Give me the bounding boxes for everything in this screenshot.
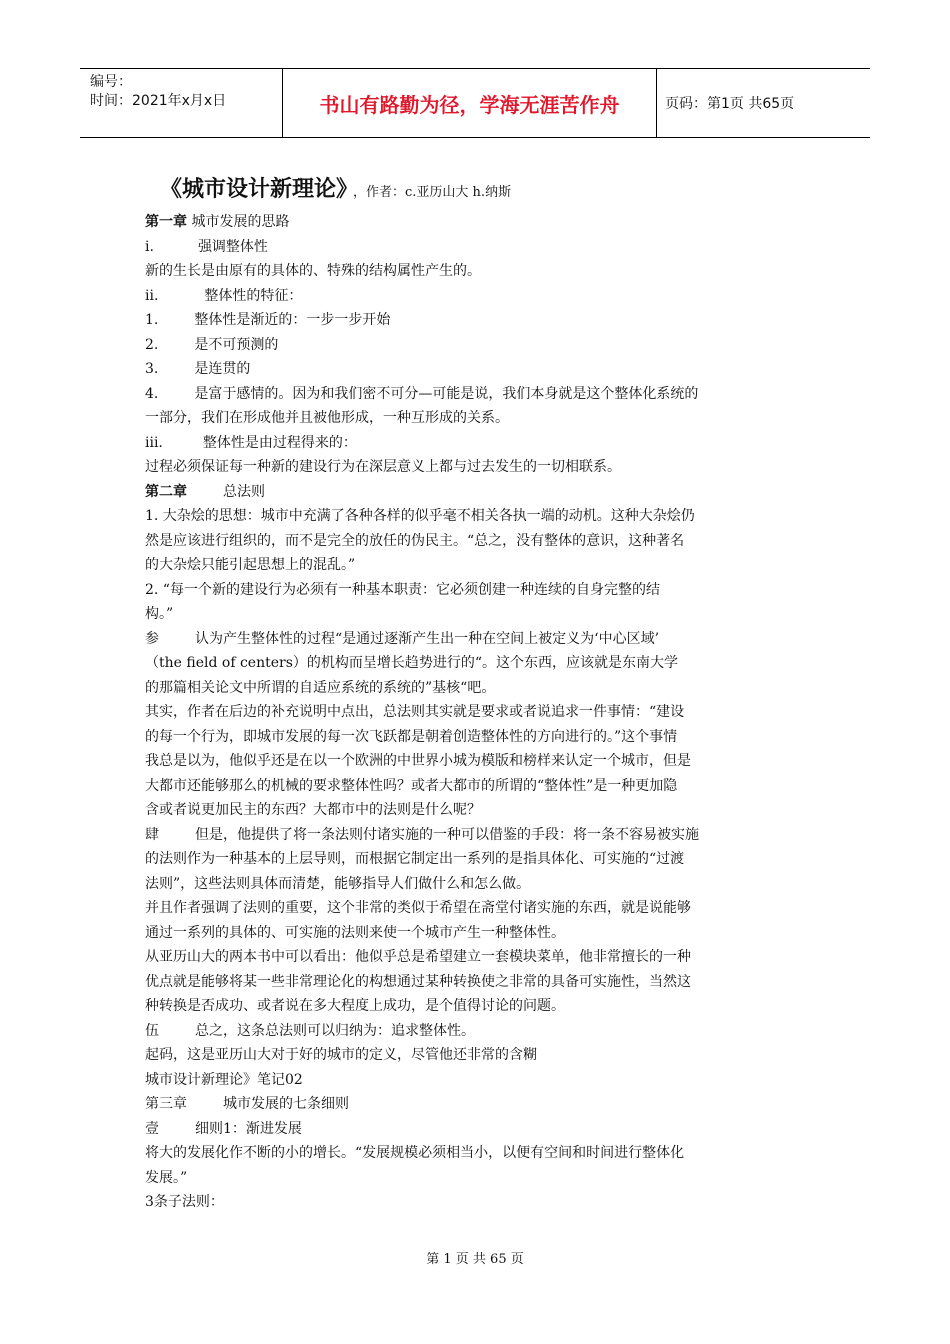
line-text: 优点就是能够将某一些非常理论化的构想通过某种转换使之非常的具备可实施性，当然这 [145, 973, 691, 990]
text-line [145, 333, 810, 358]
line-lead: 第一章 [145, 214, 187, 230]
line-lead: i. [145, 238, 154, 255]
text-line [145, 1141, 810, 1166]
line-text: 的大杂烩只能引起思想上的混乱。” [145, 557, 356, 573]
text-line [145, 1019, 810, 1044]
line-text: 构。” [145, 606, 174, 622]
line-text: 的法则作为一种基本的上层导则，而根据它制定出一系列的是指具体化、可实施的“过渡 [145, 851, 685, 867]
text-line [145, 602, 810, 627]
line-text: 整体性是由过程得来的： [202, 434, 357, 451]
line-text: 是不可预测的 [194, 336, 279, 353]
line-text: 3条子法则： [145, 1194, 224, 1210]
text-line [145, 847, 810, 872]
text-line [145, 1117, 810, 1142]
line-lead: 第二章 [145, 483, 187, 500]
text-line [145, 210, 810, 235]
line-lead: 肆 [145, 826, 159, 843]
line-text: 1. 大杂烩的思想：城市中充满了各种各样的似乎毫不相关各执一端的动机。这种大杂烩仍 [145, 508, 695, 524]
line-text: 新的生长是由原有的具体的、特殊的结构属性产生的。 [145, 263, 481, 279]
text-line [145, 480, 810, 505]
line-text: 法则”，这些法则具体而清楚，能够指导人们做什么和怎么做。 [145, 875, 531, 892]
text-line [145, 749, 810, 774]
line-text: 城市发展的思路 [187, 214, 290, 230]
line-text: 起码，这是亚历山大对于好的城市的定义，尽管他还非常的含糊 [145, 1047, 537, 1063]
text-line [145, 553, 810, 578]
text-line [145, 308, 810, 333]
document-title [160, 172, 511, 203]
line-lead: 4. [145, 385, 159, 402]
header-meta [80, 69, 283, 137]
line-text: 大都市还能够那么的机械的要求整体性吗？或者大都市的所谓的“整体性”是一种更加隐 [145, 777, 678, 794]
text-line [145, 1092, 810, 1117]
text-line [145, 774, 810, 799]
text-line [145, 627, 810, 652]
line-text: 但是，他提供了将一条法则付诸实施的一种可以借鉴的手段：将一条不容易被实施 [195, 826, 699, 843]
text-line [145, 235, 810, 260]
line-text: 细则1：渐进发展 [195, 1120, 302, 1137]
line-text: 并且作者强调了法则的重要，这个非常的类似于希望在斋堂付诸实施的东西，就是说能够 [145, 900, 691, 916]
time-label: 时间：2021年x月x日 [90, 93, 227, 109]
line-text: 种转换是否成功、或者说在多大程度上成功，是个值得讨论的问题。 [145, 998, 565, 1014]
line-text: 强调整体性 [197, 238, 268, 255]
text-line [145, 994, 810, 1019]
line-text: 总法则 [223, 483, 265, 500]
line-text: 发展。” [145, 1169, 188, 1186]
text-line [145, 382, 810, 407]
text-line [145, 406, 810, 431]
title-author: ，作者：c.亚历山大 h.纳斯 [353, 185, 512, 200]
page-header [80, 68, 870, 138]
page-footer: 第 1 页 共 65 页 [426, 1252, 524, 1267]
text-line [145, 700, 810, 725]
line-text: 是富于感情的。因为和我们密不可分—可能是说，我们本身就是这个整体化系统的 [194, 385, 699, 402]
text-line [145, 896, 810, 921]
line-text: （the field of centers）的机构而呈增长趋势进行的“。这个东西，应该就是东南大学 [145, 655, 679, 671]
text-line [145, 676, 810, 701]
text-line [145, 823, 810, 848]
text-line [145, 1043, 810, 1068]
line-text: 一部分，我们在形成他并且被他形成，一种互形成的关系。 [145, 410, 509, 426]
text-line [145, 921, 810, 946]
line-text: 整体性的特征： [204, 287, 303, 304]
line-lead: 2. [145, 336, 159, 353]
line-text: 城市设计新理论》笔记02 [145, 1071, 303, 1088]
text-line [145, 504, 810, 529]
line-text: 2. “每一个新的建设行为必须有一种基本职责：它必须创建一种连续的自身完整的结 [145, 581, 660, 598]
line-text: 的每一个行为，即城市发展的每一次飞跃都是朝着创造整体性的方向进行的。”这个事情 [145, 728, 678, 745]
text-line [145, 945, 810, 970]
line-text: 的那篇相关论文中所谓的自适应系统的系统的”基核“吧。 [145, 679, 496, 696]
line-text: 我总是以为，他似乎还是在以一个欧洲的中世界小城为模版和榜样来认定一个城市，但是 [145, 753, 691, 769]
text-line [145, 259, 810, 284]
text-line [145, 357, 810, 382]
text-line [145, 529, 810, 554]
line-lead: 壹 [145, 1120, 159, 1137]
line-lead: iii. [145, 434, 163, 451]
header-motto: 书山有路勤为径，学海无涯苦作舟 [283, 69, 657, 137]
text-line [145, 872, 810, 897]
text-line [145, 455, 810, 480]
text-line [145, 725, 810, 750]
line-text: 通过一系列的具体的、可实施的法则来使一个城市产生一种整体性。 [145, 924, 565, 941]
line-lead: ii. [145, 287, 159, 304]
line-lead: 伍 [145, 1022, 159, 1039]
text-line [145, 798, 810, 823]
line-text: 将大的发展化作不断的小的增长。“发展规模必须相当小，以便有空间和时间进行整体化 [145, 1145, 685, 1161]
line-text: 从亚历山大的两本书中可以看出：他似乎总是希望建立一套模块菜单，他非常擅长的一种 [145, 949, 691, 965]
line-text: 总之，这条总法则可以归纳为：追求整体性。 [195, 1022, 475, 1039]
number-label: 编号： [90, 74, 132, 90]
line-text: 含或者说更加民主的东西？大都市中的法则是什么呢？ [145, 802, 481, 818]
header-page-info: 页码：第1页 共65页 [665, 96, 795, 112]
line-text: 城市发展的七条细则 [223, 1096, 349, 1112]
text-line [145, 431, 810, 456]
text-line [145, 578, 810, 603]
text-line [145, 284, 810, 309]
document-body [145, 210, 810, 1215]
text-line [145, 1166, 810, 1191]
text-line [145, 1190, 810, 1215]
line-text: 是连贯的 [194, 361, 251, 377]
line-lead: 1. [145, 312, 159, 328]
title-main: 《城市设计新理论》 [160, 177, 348, 202]
line-text: 认为产生整体性的过程“是通过逐渐产生出一种在空间上被定义为‘中心区域’ [195, 630, 660, 647]
text-line [145, 651, 810, 676]
line-lead: 3. [145, 361, 159, 377]
line-lead: 参 [145, 630, 159, 647]
line-lead: 第三章 [145, 1096, 187, 1112]
line-text: 然是应该进行组织的，而不是完全的放任的伪民主。“总之，没有整体的意识，这种著名 [145, 532, 685, 549]
line-text: 整体性是渐近的：一步一步开始 [194, 312, 391, 328]
text-line [145, 1068, 810, 1093]
line-text: 过程必须保证每一种新的建设行为在深层意义上都与过去发生的一切相联系。 [145, 459, 621, 475]
text-line [145, 970, 810, 995]
line-text: 其实，作者在后边的补充说明中点出，总法则其实就是要求或者说追求一件事情：“建设 [145, 704, 685, 720]
